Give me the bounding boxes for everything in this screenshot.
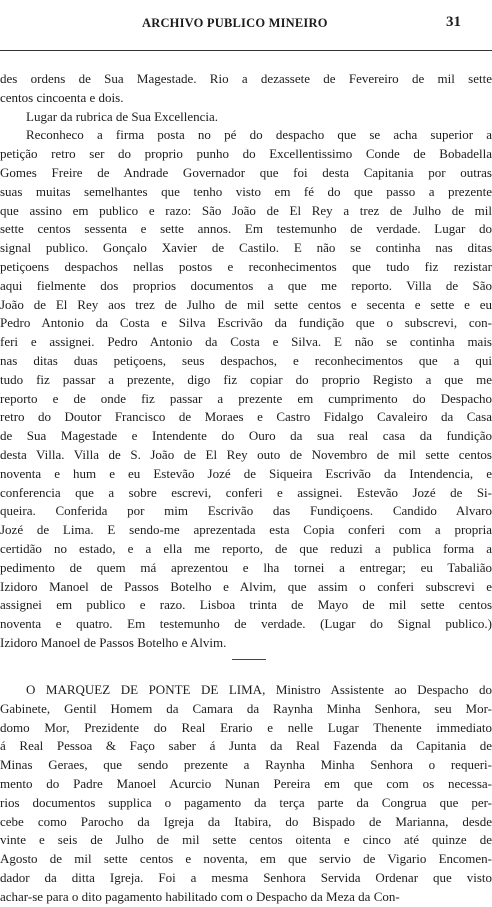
text-line: Lugar da rubrica de Sua Excellencia. xyxy=(26,108,219,124)
text-line: Minas Geraes, que sendo prezente a Raynha Minha Senhora o requeri- xyxy=(0,757,492,773)
text-line: des ordens de Sua Magestade. Rio a dezassete de Fevereiro de mil sette xyxy=(0,71,492,86)
text-line: Jozé de Lima. E sendo-me aprezentada esta Copia conferi com a propria xyxy=(0,522,492,538)
text-line: dador da ditta Igreja. Foi a mesma Senhora Servida Ordenar que visto xyxy=(0,869,492,885)
text-line: Gabinete, Gentil Homem da Camara da Raynha Minha Senhora, seu Mor- xyxy=(0,700,492,716)
text-line: domo Mor, Prezidente do Real Erario e nelle Lugar Thenente immediato xyxy=(0,719,492,735)
text-line: achar-se para o dito pagamento habilitado com o Despacho da Meza da Con- xyxy=(0,888,400,904)
text-line: rios documentos supplica o pagamento da terça parte da Congrua que per- xyxy=(0,794,492,810)
text-line: aqui fielmente dos proprios documentos a que me reporto. Villa de São xyxy=(0,277,492,293)
text-line: João de El Rey aos trez de Julho de mil sette centos e secenta e sette e eu xyxy=(0,296,492,312)
text-line: Izidoro Manoel de Passos Botelho e Alvim, que assim o conferi subscrevi e xyxy=(0,578,492,594)
text-line: signal publico. Gonçalo Xavier de Castilo. E não se continha nas ditas xyxy=(0,240,492,256)
text-line: assignei em publico e razo. Lisboa trinta de Mayo de mil sette centos xyxy=(0,597,492,613)
text-line: tudo fiz passar a prezente, digo fiz copiar do proprio Registo a que me xyxy=(0,371,492,387)
body-text-section-1 xyxy=(0,70,492,653)
text-line: suas muitas semelhantes que tenho visto em fé do que passo a prezente xyxy=(0,183,492,199)
text-line: mento do Padre Manoel Acurcio Nunan Pereira em que com os necessa- xyxy=(0,775,492,791)
text-line: que assino em publico e razo: São João de El Rey a trez de Julho de mil xyxy=(0,202,492,218)
paragraph xyxy=(0,681,492,907)
text-line: centos cincoenta e dois. xyxy=(0,89,124,105)
text-line: vinte e seis de Julho de mil sette centos oitenta e cinco até quinze de xyxy=(0,832,492,848)
page-number: 31 xyxy=(446,14,461,30)
text-line: sette centos sessenta e sette annos. Em testemunho de verdade. Lugar do xyxy=(0,221,492,237)
paragraph xyxy=(0,70,492,108)
text-line: á Real Pessoa & Faço saber á Junta da Real Fazenda da Capitania de xyxy=(0,738,492,754)
text-line: nas ditas duas petiçoens, seus despachos, e reconhecimentos que a qui xyxy=(0,352,492,368)
page-header xyxy=(0,14,492,38)
header-rule xyxy=(0,50,492,51)
section-separator xyxy=(232,659,266,660)
paragraph xyxy=(0,126,492,652)
text-line: O MARQUEZ DE PONTE DE LIMA, Ministro Assistente ao Despacho do xyxy=(26,682,492,697)
text-line: certidão no estado, e a ella me reporto, de que reduzi a publica forma a xyxy=(0,540,492,556)
text-line: Pedro Antonio da Costa e Silva Escrivão da fundição que o subscrevi, con- xyxy=(0,315,492,331)
body-text-section-2 xyxy=(0,681,492,907)
text-line: cebe como Parocho da Igreja da Itabira, do Bispado de Marianna, desde xyxy=(0,813,492,829)
text-line: petição retro ser do proprio punho do Excellentissimo Conde de Bobadella xyxy=(0,146,492,162)
text-line: queira. Conferida por mim Escrivão das Fundiçoens. Candido Alvaro xyxy=(0,503,492,519)
text-line: petiçoens despachos nellas postos e reconhecimentos que tudo fiz rezistar xyxy=(0,258,492,274)
text-line: Reconheco a firma posta no pé do despacho que se acha superior a xyxy=(26,127,492,143)
text-line: Agosto de mil sette centos e noventa, em que servio de Vigario Encomen- xyxy=(0,851,492,867)
text-line: noventa e quatro. Em testemunho de verdade. (Lugar do Signal publico.) xyxy=(0,616,492,632)
text-line: conferencia que a sobre escrevi, conferi e assignei. Estevão Jozé de Si- xyxy=(0,484,492,500)
text-line: Izidoro Manoel de Passos Botelho e Alvim. xyxy=(0,634,227,650)
text-line: feri e assignei. Pedro Antonio da Costa e Silva. E não se continha mais xyxy=(0,334,492,350)
paragraph xyxy=(0,108,492,127)
text-line: reporto e de onde fiz passar a prezente em cumprimento do Despacho xyxy=(0,390,492,406)
text-line: de Sua Magestade e Intendente do Ouro da sua real casa da fundição xyxy=(0,428,492,444)
running-head: ARCHIVO PUBLICO MINEIRO xyxy=(142,16,328,30)
text-line: retro do Doutor Francisco de Moraes e Castro Fidalgo Cavaleiro da Casa xyxy=(0,409,492,425)
text-line: desta Villa. Villa de S. João de El Rey outo de Novembro de mil sette centos xyxy=(0,446,492,462)
text-line: pedimento de quem má aprezentou e lha tornei a entregar; eu Tabalião xyxy=(0,559,492,575)
text-line: noventa e hum e eu Estevão Jozé de Siqueira Escrivão da Intendencia, e xyxy=(0,465,492,481)
text-line: Gomes Freire de Andrade Governador que foi desta Capitania por outras xyxy=(0,164,492,180)
